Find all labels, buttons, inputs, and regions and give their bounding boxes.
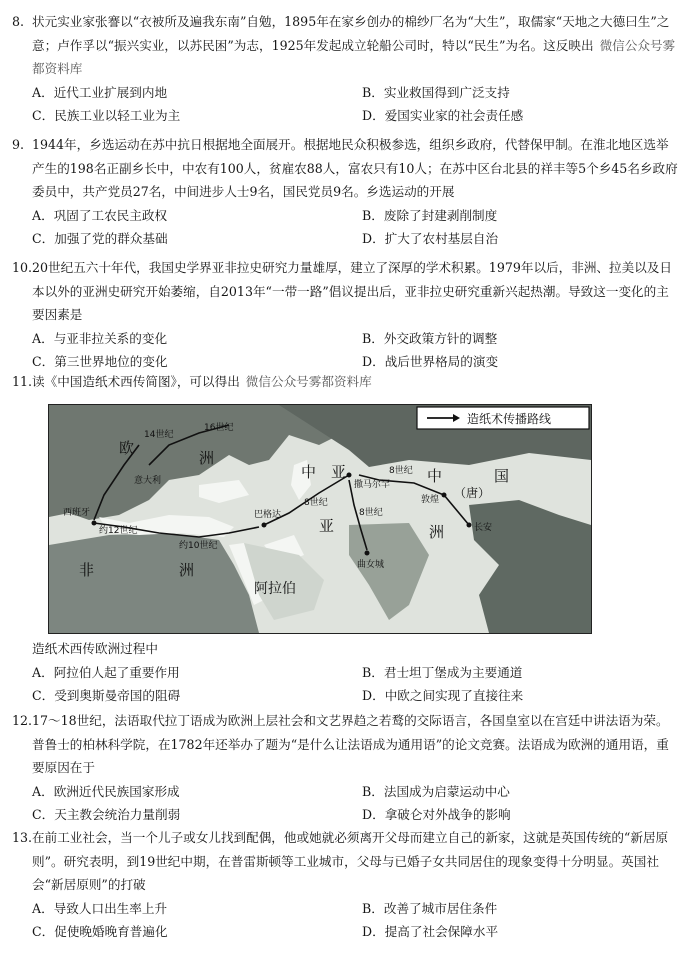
question-10-stem: 10.20世纪五六十年代，我国史学界亚非拉史研究力量雄厚，建立了深厚的学术积累。1979年以后，非洲、拉美以及日本以外的亚洲史研究开始萎缩，自2013年“一带一路”倡议提出后，亚非拉史研究重新兴起热潮。导致这一变化的主要因素是: [12, 256, 680, 327]
label-tang: （唐）: [454, 486, 491, 500]
option-d: D．提高了社会保障水平: [362, 924, 499, 939]
city-dot: [467, 523, 472, 528]
label-europe-2: 洲: [199, 449, 215, 467]
label-century-16: 16世纪: [204, 423, 234, 433]
question-8: [12, 10, 680, 128]
label-asia-1: 亚: [319, 517, 335, 535]
label-samarkand: 撒马尔罕: [354, 480, 391, 490]
question-number: 11.: [12, 374, 33, 389]
label-dunhuang: 敦煌: [421, 495, 440, 505]
option-b: B．实业救国得到广泛支持: [362, 84, 510, 100]
option-a: A．巩固了工农民主政权: [32, 207, 168, 223]
label-century-8c: 8世纪: [359, 508, 383, 518]
question-8-stem: 8. 状元实业家张謇以“衣被所及遍我东南”自勉，1895年在家乡创办的棉纱厂名为“大生”，取儒家“天地之大德曰生”之意；卢作孚以“振兴实业，以苏民困”为志，1925年发起成立轮船公司时，特以“民生”为名。这反映出 微信公众号雾都资料库: [12, 10, 680, 81]
options: [12, 661, 680, 708]
watermark-text: 微信公众号雾都资料库: [245, 374, 372, 389]
question-number: 9.: [12, 137, 25, 152]
label-century-8a: 8世纪: [389, 466, 413, 476]
option-b: B．君士坦丁堡成为主要通道: [362, 664, 523, 680]
options: [12, 81, 680, 128]
label-china-1: 中: [427, 467, 443, 485]
label-qunu: 曲女城: [357, 560, 385, 570]
label-italy: 意大利: [134, 476, 162, 486]
option-b: B．改善了城市居住条件: [362, 900, 498, 916]
option-a: A．欧洲近代民族国家形成: [32, 783, 180, 799]
question-11-options-block: [12, 637, 680, 708]
label-africa-2: 洲: [179, 561, 195, 579]
city-dot: [262, 523, 267, 528]
label-central-asia: 中 亚: [301, 463, 347, 481]
question-12: [12, 709, 680, 827]
city-dot: [365, 551, 370, 556]
option-d: D．战后世界格局的演变: [362, 354, 499, 369]
option-a: A．与亚非拉关系的变化: [32, 330, 168, 346]
question-11-caption: 造纸术西传欧洲过程中: [32, 641, 158, 656]
options: [12, 780, 680, 827]
label-china-2: 国: [494, 467, 510, 485]
question-number: 12.: [12, 713, 33, 728]
label-africa-1: 非: [79, 561, 95, 579]
option-d: D．中欧之间实现了直接往来: [362, 688, 524, 703]
question-9-stem: 9. 1944年，乡选运动在苏中抗日根据地全面展开。根据地民众积极参选，组织乡政府，代替保甲制。在淮北地区选举产生的198名正副乡长中，中农有100人，贫雇农88人，富农只有10人；在苏中区台北县的祥丰等5个乡45名乡政府委员中，共产党员27名，中间进步人士9名，国民党员9名。乡选运动的开展: [12, 133, 680, 204]
question-number: 13.: [12, 830, 33, 845]
question-13-stem: 13.在前工业社会，当一个儿子或女儿找到配偶，他或她就必须离开父母而建立自己的新家，这就是英国传统的“新居原则”。研究表明，到19世纪中期，在普雷斯顿等工业城市，父母与已婚子女共同居住的现象变得十分明显。英国社会“新居原则”的打破: [12, 826, 680, 897]
city-dot: [92, 521, 97, 526]
option-c: C．天主教会统治力量削弱: [32, 807, 181, 822]
question-11-stem: 11.读《中国造纸术西传简图》，可以得出 微信公众号雾都资料库: [12, 370, 680, 394]
option-a: A．导致人口出生率上升: [32, 900, 168, 916]
question-9: [12, 133, 680, 251]
option-c: C．促使晚婚晚育普遍化: [32, 924, 168, 939]
label-century-12: 约12世纪: [99, 526, 138, 536]
label-asia-2: 洲: [429, 523, 445, 541]
question-12-stem: 12.17～18世纪，法语取代拉丁语成为欧洲上层社会和文艺界趋之若鹜的交际语言，各国皇室以在宫廷中讲法语为荣。普鲁士的柏林科学院，在1782年还举办了题为“是什么让法语成为通用语”的论文竞赛。法语成为欧洲的通用语，重要原因在于: [12, 709, 680, 780]
paper-spread-map: [48, 404, 592, 634]
label-century-8b: 8世纪: [304, 498, 328, 508]
question-11: [12, 370, 680, 394]
option-c: C．受到奥斯曼帝国的阻碍: [32, 688, 181, 703]
option-d: D．爱国实业家的社会责任感: [362, 108, 524, 123]
option-b: B．废除了封建剥削制度: [362, 207, 498, 223]
legend-label: 造纸术传播路线: [467, 412, 552, 426]
label-europe-1: 欧: [119, 439, 135, 457]
option-b: B．法国成为启蒙运动中心: [362, 783, 510, 799]
label-changan: 长安: [474, 523, 493, 533]
option-a: A．阿拉伯人起了重要作用: [32, 664, 180, 680]
question-13: [12, 826, 680, 944]
question-number: 8.: [12, 14, 25, 29]
option-c: C．民族工业以轻工业为主: [32, 108, 181, 123]
city-dot: [347, 473, 352, 478]
label-spain: 西班牙: [63, 508, 91, 518]
label-arabia: 阿拉伯: [254, 581, 296, 597]
question-number: 10.: [12, 260, 33, 275]
options: [12, 204, 680, 251]
city-dot: [442, 493, 447, 498]
watermark-text: 微信公众号雾都资料库: [32, 37, 676, 76]
label-baghdad: 巴格达: [254, 510, 282, 520]
option-d: D．拿破仑对外战争的影响: [362, 807, 511, 822]
label-century-10: 约10世纪: [179, 541, 218, 551]
map-svg: [49, 405, 591, 633]
options: [12, 897, 680, 944]
label-century-14: 14世纪: [144, 430, 174, 440]
question-10: [12, 256, 680, 374]
option-d: D．扩大了农村基层自治: [362, 231, 499, 246]
option-c: C．第三世界地位的变化: [32, 354, 168, 369]
option-a: A．近代工业扩展到内地: [32, 84, 168, 100]
option-c: C．加强了党的群众基础: [32, 231, 168, 246]
options: [12, 327, 680, 374]
option-b: B．外交政策方针的调整: [362, 330, 498, 346]
